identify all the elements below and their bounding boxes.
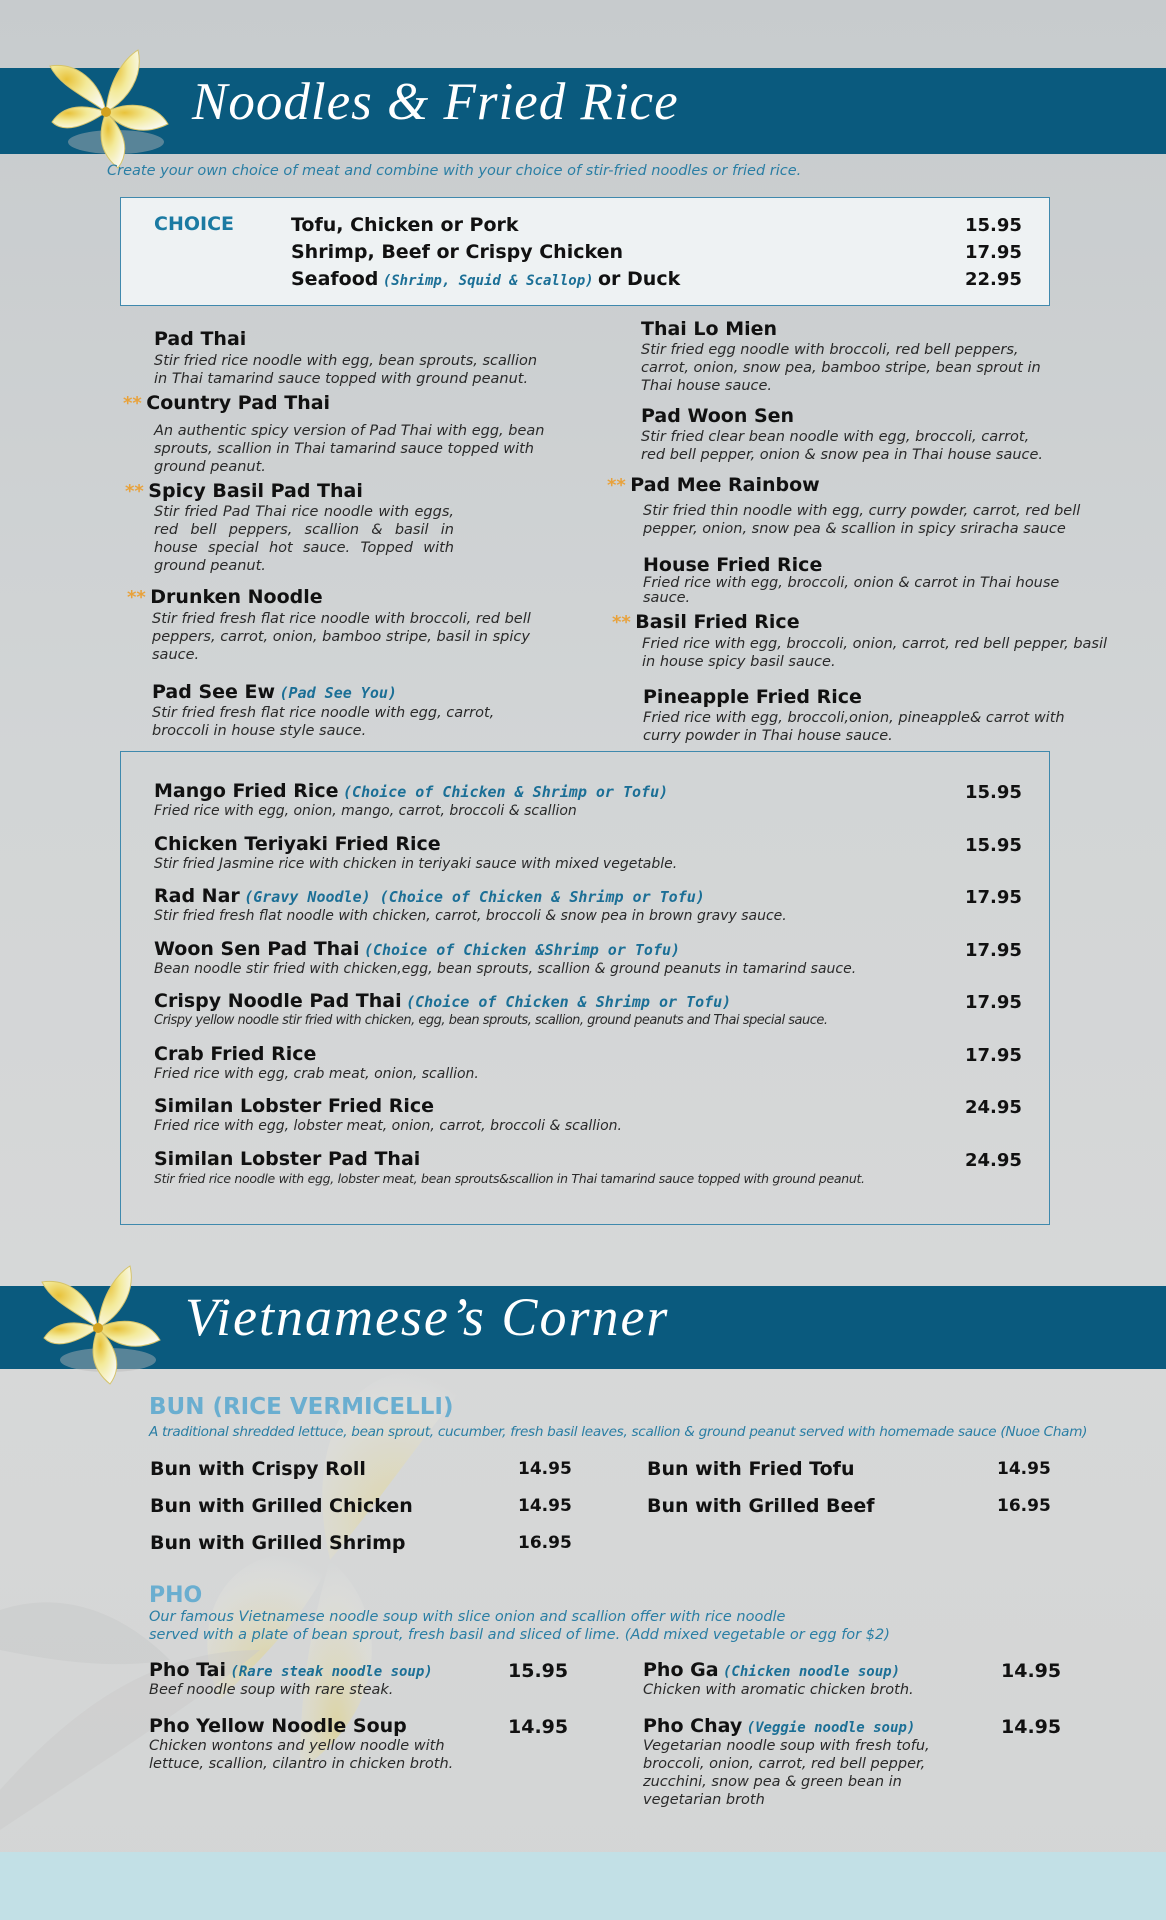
- section-intro-text: Create your own choice of meat and combine with your choice of stir-fried noodles or fried rice.: [107, 163, 802, 179]
- specials-list: [154, 780, 1034, 1200]
- menu-item-price: 17.95: [965, 887, 1022, 908]
- menu-item-price: 24.95: [965, 1097, 1022, 1118]
- menu-item-name: Rad Nar: [154, 885, 240, 907]
- menu-item-note: (Veggie noodle soup): [746, 1720, 916, 1736]
- menu-item-name: Basil Fried Rice: [635, 611, 800, 633]
- menu-item-description: Stir fried thin noodle with egg, curry powder, carrot, red bell pepper, onion, snow pea & scallion in spicy sriracha sauce: [643, 503, 1081, 537]
- menu-item-description: Stir fried fresh flat noodle with chicken, carrot, broccoli & snow pea in brown gravy sauce.: [154, 908, 787, 924]
- spicy-star-icon: **: [612, 612, 631, 633]
- menu-item-note: (Choice of Chicken &Shrimp or Tofu): [363, 940, 681, 959]
- spicy-star-icon: **: [125, 481, 144, 502]
- menu-item-description: Fried rice with egg, onion, mango, carrot, broccoli & scallion: [154, 803, 577, 819]
- bun-item-price: 16.95: [518, 1533, 572, 1553]
- choice-row-suffix: or Duck: [598, 268, 681, 290]
- pho-item: [643, 1715, 1003, 1809]
- pho-item: [149, 1659, 509, 1699]
- menu-item-note: (Pad See You): [279, 684, 397, 702]
- menu-item-name: Pad See Ew: [152, 681, 276, 703]
- menu-item-price: 17.95: [965, 1044, 1022, 1066]
- special-item: [154, 938, 1034, 991]
- special-item: [154, 1095, 1034, 1148]
- menu-item-name: Drunken Noodle: [150, 586, 323, 608]
- menu-item: [125, 480, 565, 575]
- pho-intro-line2: served with a plate of bean sprout, fresh basil and sliced of lime. (Add mixed vegetable or egg for $2): [149, 1627, 890, 1643]
- menu-item: [607, 474, 1087, 538]
- menu-item: [641, 318, 1081, 395]
- footer-band: [0, 1852, 1166, 1920]
- menu-item-note: (Chicken noodle soup): [723, 1664, 901, 1680]
- spicy-star-icon: **: [127, 587, 146, 608]
- menu-item: [127, 586, 567, 664]
- menu-item-description: Beef noodle soup with rare steak.: [149, 1682, 394, 1698]
- bun-item-price: 14.95: [997, 1459, 1051, 1479]
- menu-item-description: Stir fried Jasmine rice with chicken in teriyaki sauce with mixed vegetable.: [154, 855, 678, 872]
- menu-item-description: Fried rice with egg, broccoli,onion, pineapple& carrot with curry powder in Thai house sauce.: [643, 710, 1065, 744]
- choice-row-price: 15.95: [965, 215, 1022, 236]
- choice-row: [291, 268, 680, 290]
- menu-item-price: 14.95: [1001, 1660, 1062, 1682]
- menu-item-description: An authentic spicy version of Pad Thai with egg, bean sprouts, scallion in Thai tamarind sauce topped with ground peanut.: [154, 423, 545, 475]
- bun-heading: BUN (RICE VERMICELLI): [149, 1394, 454, 1420]
- menu-item-price: 15.95: [965, 782, 1022, 803]
- menu-item: [152, 681, 562, 740]
- menu-item-name: Pineapple Fried Rice: [643, 686, 862, 708]
- special-item: [154, 885, 1034, 938]
- menu-item-price: 15.95: [965, 834, 1022, 856]
- menu-item-description: Stir fried rice noodle with egg, bean sprouts, scallion in Thai tamarind sauce topped with ground peanut.: [154, 353, 538, 387]
- menu-item-note: (Rare steak noodle soup): [230, 1664, 433, 1680]
- menu-item-description: Fried rice with egg, lobster meat, onion, carrot, broccoli & scallion.: [154, 1118, 622, 1134]
- bun-intro: A traditional shredded lettuce, bean sprout, cucumber, fresh basil leaves, scallion & ground peanut served with homemade sauce (Nuoe Cham): [149, 1424, 1088, 1440]
- bun-item-name: Bun with Grilled Chicken: [150, 1495, 413, 1517]
- choice-row-name: Seafood: [291, 268, 379, 290]
- menu-item-description: Crispy yellow noodle stir fried with chicken, egg, bean sprouts, scallion, ground peanuts and Thai special sauce.: [154, 1013, 828, 1028]
- choice-row-price: 22.95: [965, 269, 1022, 290]
- menu-item-description: Chicken wontons and yellow noodle with lettuce, scallion, cilantro in chicken broth.: [149, 1738, 454, 1772]
- section-title-vietnamese: Vietnamese’s Corner: [185, 1287, 670, 1347]
- choice-row-note: (Shrimp, Squid & Scallop): [382, 273, 594, 289]
- bun-item-price: 14.95: [518, 1496, 572, 1516]
- menu-item-description: Bean noodle stir fried with chicken,egg, bean sprouts, scallion & ground peanuts in tamarind sauce.: [154, 960, 857, 977]
- menu-item-name: Pho Chay: [643, 1715, 743, 1737]
- menu-item-name: Pho Tai: [149, 1659, 226, 1681]
- bun-item-price: 14.95: [518, 1459, 572, 1479]
- pho-intro-line1: Our famous Vietnamese noodle soup with slice onion and scallion offer with rice noodle: [149, 1609, 786, 1625]
- plumeria-flower-icon: [44, 46, 172, 172]
- menu-item: [643, 554, 1083, 606]
- menu-item-name: Pad Thai: [154, 328, 247, 350]
- pho-item: [149, 1715, 509, 1773]
- menu-item-name: Mango Fried Rice: [154, 780, 339, 802]
- spicy-star-icon: **: [123, 393, 142, 414]
- special-item: [154, 780, 1034, 833]
- special-item: [154, 1043, 1034, 1096]
- menu-item-description: Fried rice with egg, crab meat, onion, scallion.: [154, 1065, 479, 1082]
- menu-item: [154, 328, 554, 388]
- menu-item-description: Stir fried egg noodle with broccoli, red bell peppers, carrot, onion, snow pea, bamboo stripe, bean sprout in Thai house sauce.: [641, 342, 1041, 394]
- menu-item-description: Chicken with aromatic chicken broth.: [643, 1682, 914, 1698]
- menu-item: [612, 611, 1112, 671]
- bun-item-name: Bun with Grilled Shrimp: [150, 1532, 406, 1554]
- menu-item-name: Spicy Basil Pad Thai: [148, 480, 363, 502]
- menu-item: [643, 686, 1083, 745]
- menu-item-description: Fried rice with egg, broccoli, onion, carrot, red bell pepper, basil in house spicy basil sauce.: [642, 636, 1108, 670]
- menu-item-price: 17.95: [965, 939, 1022, 961]
- menu-item-note: (Choice of Chicken & Shrimp or Tofu): [343, 783, 669, 801]
- menu-item-price: 14.95: [1001, 1716, 1062, 1738]
- menu-item-price: 17.95: [965, 992, 1022, 1013]
- bun-item-name: Bun with Fried Tofu: [647, 1458, 855, 1480]
- menu-item-name: Pho Yellow Noodle Soup: [149, 1715, 407, 1737]
- menu-item-description: Vegetarian noodle soup with fresh tofu, broccoli, onion, carrot, red bell pepper, zucchini, snow pea & green bean in vegetarian broth: [643, 1738, 930, 1808]
- menu-item-name: House Fried Rice: [643, 554, 823, 576]
- bun-item-name: Bun with Crispy Roll: [150, 1458, 366, 1480]
- menu-item-name: Country Pad Thai: [146, 392, 331, 414]
- menu-item-note: (Gravy Noodle) (Choice of Chicken & Shrimp or Tofu): [244, 888, 705, 906]
- menu-item: [123, 392, 563, 476]
- menu-item-description: Stir fried Pad Thai rice noodle with eggs, red bell peppers, scallion & basil in house special hot sauce. Topped with ground peanut.: [154, 504, 454, 574]
- menu-item-name: Similan Lobster Fried Rice: [154, 1095, 435, 1117]
- menu-item-note: (Choice of Chicken & Shrimp or Tofu): [406, 993, 732, 1011]
- bun-item-name: Bun with Grilled Beef: [647, 1495, 875, 1517]
- menu-item-name: Pad Mee Rainbow: [630, 474, 820, 496]
- menu-item-name: Similan Lobster Pad Thai: [154, 1147, 421, 1170]
- menu-item-price: 14.95: [508, 1716, 569, 1738]
- plumeria-flower-icon: [36, 1262, 164, 1388]
- menu-item-name: Woon Sen Pad Thai: [154, 937, 360, 960]
- special-item: [154, 990, 1034, 1043]
- menu-item-name: Chicken Teriyaki Fried Rice: [154, 832, 441, 855]
- choice-row-price: 17.95: [965, 242, 1022, 263]
- menu-item: [641, 405, 1081, 464]
- menu-item-name: Pad Woon Sen: [641, 405, 795, 427]
- menu-item-price: 24.95: [965, 1149, 1022, 1171]
- special-item: [154, 833, 1034, 886]
- menu-item-name: Crab Fried Rice: [154, 1042, 317, 1065]
- special-item: [154, 1148, 1034, 1201]
- menu-item-description: Stir fried fresh flat rice noodle with egg, carrot, broccoli in house style sauce.: [152, 705, 495, 739]
- pho-item: [643, 1659, 1003, 1699]
- menu-item-name: Crispy Noodle Pad Thai: [154, 990, 402, 1012]
- menu-item-description: Stir fried fresh flat rice noodle with broccoli, red bell peppers, carrot, onion, bamboo stripe, basil in spicy sauce.: [152, 611, 531, 663]
- choice-row-name: Tofu, Chicken or Pork: [291, 214, 519, 236]
- section-title-noodles: Noodles & Fried Rice: [192, 73, 679, 131]
- choice-row-name: Shrimp, Beef or Crispy Chicken: [291, 241, 624, 263]
- spicy-star-icon: **: [607, 475, 626, 496]
- menu-item-description: Stir fried rice noodle with egg, lobster meat, bean sprouts&scallion in Thai tamarind sauce topped with ground peanut.: [154, 1170, 865, 1186]
- choice-label: CHOICE: [154, 213, 234, 235]
- bun-item-price: 16.95: [997, 1496, 1051, 1516]
- menu-item-name: Thai Lo Mien: [641, 318, 778, 340]
- menu-item-name: Pho Ga: [643, 1659, 719, 1681]
- menu-item-description: Stir fried clear bean noodle with egg, broccoli, carrot, red bell pepper, onion & snow pea in Thai house sauce.: [641, 429, 1044, 463]
- pho-heading: PHO: [149, 1583, 203, 1608]
- menu-item-price: 15.95: [508, 1660, 569, 1682]
- menu-item-description: Fried rice with egg, broccoli, onion & carrot in Thai house sauce.: [643, 575, 1060, 606]
